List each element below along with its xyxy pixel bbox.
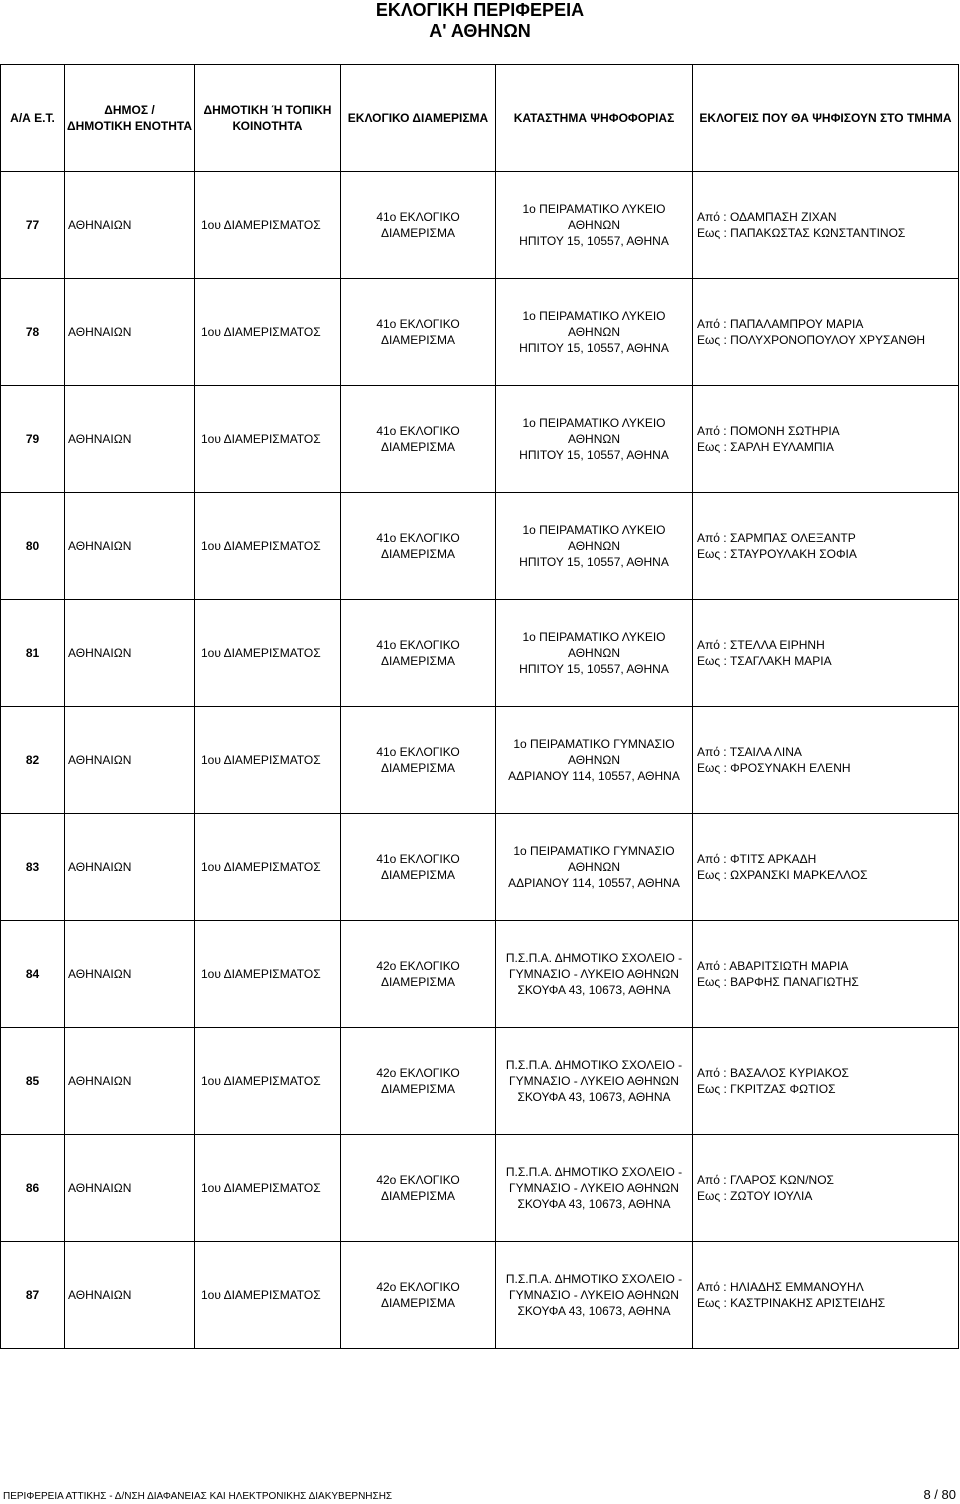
col-header-ekloges bbox=[693, 65, 959, 172]
katastima-line: ΓΥΜΝΑΣΙΟ - ΛΥΚΕΙΟ ΑΘΗΝΩΝ bbox=[509, 967, 679, 981]
voters-to: Εως : ΤΣΑΓΛΑΚΗ ΜΑΡΙΑ bbox=[697, 654, 832, 668]
voters-from: Από : ΦΤΙΤΣ ΑΡΚΑΔΗ bbox=[697, 852, 817, 866]
footer-page-number: 8 / 80 bbox=[923, 1487, 956, 1502]
cell-dimos: ΑΘΗΝΑΙΩΝ bbox=[65, 707, 195, 814]
cell-dimos: ΑΘΗΝΑΙΩΝ bbox=[65, 1135, 195, 1242]
cell-katastima bbox=[496, 1135, 693, 1242]
table-row bbox=[1, 600, 959, 707]
cell-ae: 81 bbox=[1, 600, 65, 707]
voters-to: Εως : ΚΑΣΤΡΙΝΑΚΗΣ ΑΡΙΣΤΕΙΔΗΣ bbox=[697, 1296, 886, 1310]
cell-dimos: ΑΘΗΝΑΙΩΝ bbox=[65, 172, 195, 279]
header-text: Α/Α Ε.Τ. bbox=[10, 111, 55, 125]
cell-diamerisma bbox=[341, 707, 496, 814]
header-text: ΚΟΙΝΟΤΗΤΑ bbox=[232, 119, 303, 133]
katastima-line: ΑΘΗΝΩΝ bbox=[567, 325, 621, 339]
voters-to: Εως : ΣΑΡΛΗ ΕΥΛΑΜΠΙΑ bbox=[697, 440, 834, 454]
diamerisma-line: 42ο ΕΚΛΟΓΙΚΟ bbox=[376, 1173, 460, 1187]
diamerisma-line: 41ο ΕΚΛΟΓΙΚΟ bbox=[376, 852, 460, 866]
table-row bbox=[1, 493, 959, 600]
cell-koinotita: 1ου ΔΙΑΜΕΡΙΣΜΑΤΟΣ bbox=[195, 1135, 341, 1242]
katastima-line: 1ο ΠΕΙΡΑΜΑΤΙΚΟ ΓΥΜΝΑΣΙΟ bbox=[513, 737, 675, 751]
katastima-line: ΣΚΟΥΦΑ 43, 10673, ΑΘΗΝΑ bbox=[517, 1090, 671, 1104]
cell-ekloges bbox=[693, 1135, 959, 1242]
table-row bbox=[1, 814, 959, 921]
voters-from: Από : ΗΛΙΑΔΗΣ ΕΜΜΑΝΟΥΗΛ bbox=[697, 1280, 864, 1294]
cell-koinotita: 1ου ΔΙΑΜΕΡΙΣΜΑΤΟΣ bbox=[195, 814, 341, 921]
cell-ekloges bbox=[693, 921, 959, 1028]
cell-dimos: ΑΘΗΝΑΙΩΝ bbox=[65, 1242, 195, 1349]
table-row bbox=[1, 1028, 959, 1135]
col-header-koinotita bbox=[195, 65, 341, 172]
cell-koinotita: 1ου ΔΙΑΜΕΡΙΣΜΑΤΟΣ bbox=[195, 493, 341, 600]
diamerisma-line: ΔΙΑΜΕΡΙΣΜΑ bbox=[380, 440, 456, 454]
cell-koinotita: 1ου ΔΙΑΜΕΡΙΣΜΑΤΟΣ bbox=[195, 600, 341, 707]
cell-ae: 83 bbox=[1, 814, 65, 921]
voters-from: Από : ΟΔΑΜΠΑΣΗ ΖΙΧΑΝ bbox=[697, 210, 837, 224]
katastima-line: 1ο ΠΕΙΡΑΜΑΤΙΚΟ ΓΥΜΝΑΣΙΟ bbox=[513, 844, 675, 858]
header-text: ΚΑΤΑΣΤΗΜΑ ΨΗΦΟΦΟΡΙΑΣ bbox=[513, 111, 675, 125]
diamerisma-line: ΔΙΑΜΕΡΙΣΜΑ bbox=[380, 868, 456, 882]
cell-ekloges bbox=[693, 386, 959, 493]
cell-katastima bbox=[496, 279, 693, 386]
cell-diamerisma bbox=[341, 1135, 496, 1242]
cell-ae: 84 bbox=[1, 921, 65, 1028]
katastima-line: ΑΘΗΝΩΝ bbox=[567, 646, 621, 660]
diamerisma-line: ΔΙΑΜΕΡΙΣΜΑ bbox=[380, 761, 456, 775]
cell-koinotita: 1ου ΔΙΑΜΕΡΙΣΜΑΤΟΣ bbox=[195, 707, 341, 814]
diamerisma-line: ΔΙΑΜΕΡΙΣΜΑ bbox=[380, 1189, 456, 1203]
col-header-dimos bbox=[65, 65, 195, 172]
cell-koinotita: 1ου ΔΙΑΜΕΡΙΣΜΑΤΟΣ bbox=[195, 386, 341, 493]
voters-to: Εως : ΠΑΠΑΚΩΣΤΑΣ ΚΩΝΣΤΑΝΤΙΝΟΣ bbox=[697, 226, 906, 240]
voters-to: Εως : ΣΤΑΥΡΟΥΛΑΚΗ ΣΟΦΙΑ bbox=[697, 547, 857, 561]
header-text: ΔΗΜΟΤΙΚΗ ΕΝΟΤΗΤΑ bbox=[66, 119, 193, 133]
cell-katastima bbox=[496, 600, 693, 707]
cell-diamerisma bbox=[341, 172, 496, 279]
page-title-line-1: ΕΚΛΟΓΙΚΗ ΠΕΡΙΦΕΡΕΙΑ bbox=[375, 0, 585, 20]
cell-katastima bbox=[496, 707, 693, 814]
voters-from: Από : ΒΑΣΑΛΟΣ ΚΥΡΙΑΚΟΣ bbox=[697, 1066, 849, 1080]
diamerisma-line: 41ο ΕΚΛΟΓΙΚΟ bbox=[376, 638, 460, 652]
katastima-line: ΓΥΜΝΑΣΙΟ - ΛΥΚΕΙΟ ΑΘΗΝΩΝ bbox=[509, 1181, 679, 1195]
voters-to: Εως : ΩΧΡΑΝΣΚΙ ΜΑΡΚΕΛΛΟΣ bbox=[697, 868, 868, 882]
table-row bbox=[1, 707, 959, 814]
diamerisma-line: 42ο ΕΚΛΟΓΙΚΟ bbox=[376, 1066, 460, 1080]
table-row bbox=[1, 386, 959, 493]
diamerisma-line: 41ο ΕΚΛΟΓΙΚΟ bbox=[376, 210, 460, 224]
table-row bbox=[1, 172, 959, 279]
col-header-katastima bbox=[496, 65, 693, 172]
diamerisma-line: ΔΙΑΜΕΡΙΣΜΑ bbox=[380, 654, 456, 668]
table-body bbox=[1, 172, 959, 1349]
cell-dimos: ΑΘΗΝΑΙΩΝ bbox=[65, 814, 195, 921]
cell-ekloges bbox=[693, 814, 959, 921]
katastima-line: ΗΠΙΤΟΥ 15, 10557, ΑΘΗΝΑ bbox=[519, 341, 669, 355]
katastima-line: ΓΥΜΝΑΣΙΟ - ΛΥΚΕΙΟ ΑΘΗΝΩΝ bbox=[509, 1288, 679, 1302]
katastima-line: ΗΠΙΤΟΥ 15, 10557, ΑΘΗΝΑ bbox=[519, 448, 669, 462]
cell-ekloges bbox=[693, 707, 959, 814]
voters-to: Εως : ΦΡΟΣΥΝΑΚΗ ΕΛΕΝΗ bbox=[697, 761, 851, 775]
cell-diamerisma bbox=[341, 493, 496, 600]
page-title bbox=[0, 0, 960, 42]
cell-katastima bbox=[496, 386, 693, 493]
voters-from: Από : ΤΣΑΙΛΑ ΛΙΝΑ bbox=[697, 745, 802, 759]
katastima-line: ΑΘΗΝΩΝ bbox=[567, 860, 621, 874]
diamerisma-line: ΔΙΑΜΕΡΙΣΜΑ bbox=[380, 333, 456, 347]
diamerisma-line: 41ο ΕΚΛΟΓΙΚΟ bbox=[376, 317, 460, 331]
voters-to: Εως : ΒΑΡΦΗΣ ΠΑΝΑΓΙΩΤΗΣ bbox=[697, 975, 859, 989]
col-header-ae bbox=[1, 65, 65, 172]
header-text: ΕΚΛΟΓΕΙΣ ΠΟΥ ΘΑ ΨΗΦΙΣΟΥΝ ΣΤΟ ΤΜΗΜΑ bbox=[699, 111, 952, 125]
cell-dimos: ΑΘΗΝΑΙΩΝ bbox=[65, 600, 195, 707]
diamerisma-line: 42ο ΕΚΛΟΓΙΚΟ bbox=[376, 1280, 460, 1294]
table-row bbox=[1, 921, 959, 1028]
katastima-line: ΑΘΗΝΩΝ bbox=[567, 753, 621, 767]
voters-from: Από : ΣΤΕΛΛΑ ΕΙΡΗΝΗ bbox=[697, 638, 825, 652]
katastima-line: 1ο ΠΕΙΡΑΜΑΤΙΚΟ ΛΥΚΕΙΟ bbox=[522, 202, 666, 216]
cell-diamerisma bbox=[341, 279, 496, 386]
katastima-line: ΗΠΙΤΟΥ 15, 10557, ΑΘΗΝΑ bbox=[519, 662, 669, 676]
header-text: ΕΚΛΟΓΙΚΟ ΔΙΑΜΕΡΙΣΜΑ bbox=[347, 111, 489, 125]
katastima-line: ΣΚΟΥΦΑ 43, 10673, ΑΘΗΝΑ bbox=[517, 1304, 671, 1318]
cell-katastima bbox=[496, 921, 693, 1028]
table-header bbox=[1, 65, 959, 172]
katastima-line: ΑΔΡΙΑΝΟΥ 114, 10557, ΑΘΗΝΑ bbox=[508, 769, 680, 783]
cell-ekloges bbox=[693, 1242, 959, 1349]
header-text: ΔΗΜΟΤΙΚΗ Ή ΤΟΠΙΚΗ bbox=[203, 103, 332, 117]
table-row bbox=[1, 279, 959, 386]
diamerisma-line: ΔΙΑΜΕΡΙΣΜΑ bbox=[380, 547, 456, 561]
cell-katastima bbox=[496, 172, 693, 279]
katastima-line: 1ο ΠΕΙΡΑΜΑΤΙΚΟ ΛΥΚΕΙΟ bbox=[522, 523, 666, 537]
cell-koinotita: 1ου ΔΙΑΜΕΡΙΣΜΑΤΟΣ bbox=[195, 1242, 341, 1349]
cell-diamerisma bbox=[341, 600, 496, 707]
cell-katastima bbox=[496, 1242, 693, 1349]
katastima-line: ΑΘΗΝΩΝ bbox=[567, 539, 621, 553]
page-title-line-2: Α' ΑΘΗΝΩΝ bbox=[429, 21, 531, 41]
diamerisma-line: ΔΙΑΜΕΡΙΣΜΑ bbox=[380, 1082, 456, 1096]
cell-ekloges bbox=[693, 1028, 959, 1135]
cell-ae: 87 bbox=[1, 1242, 65, 1349]
cell-dimos: ΑΘΗΝΑΙΩΝ bbox=[65, 279, 195, 386]
diamerisma-line: 41ο ΕΚΛΟΓΙΚΟ bbox=[376, 745, 460, 759]
cell-koinotita: 1ου ΔΙΑΜΕΡΙΣΜΑΤΟΣ bbox=[195, 172, 341, 279]
cell-dimos: ΑΘΗΝΑΙΩΝ bbox=[65, 386, 195, 493]
voters-from: Από : ΣΑΡΜΠΑΣ ΟΛΕΞΑΝΤΡ bbox=[697, 531, 856, 545]
diamerisma-line: 41ο ΕΚΛΟΓΙΚΟ bbox=[376, 531, 460, 545]
katastima-line: ΑΘΗΝΩΝ bbox=[567, 432, 621, 446]
cell-katastima bbox=[496, 814, 693, 921]
voters-to: Εως : ΖΩΤΟΥ ΙΟΥΛΙΑ bbox=[697, 1189, 813, 1203]
katastima-line: ΣΚΟΥΦΑ 43, 10673, ΑΘΗΝΑ bbox=[517, 983, 671, 997]
voters-to: Εως : ΓΚΡΙΤΖΑΣ ΦΩΤΙΟΣ bbox=[697, 1082, 836, 1096]
cell-dimos: ΑΘΗΝΑΙΩΝ bbox=[65, 921, 195, 1028]
voters-to: Εως : ΠΟΛΥΧΡΟΝΟΠΟΥΛΟΥ ΧΡΥΣΑΝΘΗ bbox=[697, 333, 926, 347]
diamerisma-line: ΔΙΑΜΕΡΙΣΜΑ bbox=[380, 1296, 456, 1310]
diamerisma-line: ΔΙΑΜΕΡΙΣΜΑ bbox=[380, 975, 456, 989]
cell-diamerisma bbox=[341, 921, 496, 1028]
katastima-line: ΗΠΙΤΟΥ 15, 10557, ΑΘΗΝΑ bbox=[519, 234, 669, 248]
katastima-line: ΣΚΟΥΦΑ 43, 10673, ΑΘΗΝΑ bbox=[517, 1197, 671, 1211]
cell-ae: 86 bbox=[1, 1135, 65, 1242]
cell-ekloges bbox=[693, 600, 959, 707]
cell-katastima bbox=[496, 1028, 693, 1135]
katastima-line: Π.Σ.Π.Α. ΔΗΜΟΤΙΚΟ ΣΧΟΛΕΙΟ - bbox=[505, 1165, 683, 1179]
katastima-line: Π.Σ.Π.Α. ΔΗΜΟΤΙΚΟ ΣΧΟΛΕΙΟ - bbox=[505, 951, 683, 965]
diamerisma-line: 41ο ΕΚΛΟΓΙΚΟ bbox=[376, 424, 460, 438]
voters-from: Από : ΠΟΜΟΝΗ ΣΩΤΗΡΙΑ bbox=[697, 424, 840, 438]
polling-stations-table bbox=[0, 64, 959, 1349]
katastima-line: Π.Σ.Π.Α. ΔΗΜΟΤΙΚΟ ΣΧΟΛΕΙΟ - bbox=[505, 1272, 683, 1286]
cell-ae: 78 bbox=[1, 279, 65, 386]
katastima-line: 1ο ΠΕΙΡΑΜΑΤΙΚΟ ΛΥΚΕΙΟ bbox=[522, 416, 666, 430]
katastima-line: 1ο ΠΕΙΡΑΜΑΤΙΚΟ ΛΥΚΕΙΟ bbox=[522, 309, 666, 323]
cell-diamerisma bbox=[341, 814, 496, 921]
header-text: ΔΗΜΟΣ / bbox=[104, 103, 155, 117]
cell-koinotita: 1ου ΔΙΑΜΕΡΙΣΜΑΤΟΣ bbox=[195, 921, 341, 1028]
table-row bbox=[1, 1135, 959, 1242]
cell-diamerisma bbox=[341, 1028, 496, 1135]
table-row bbox=[1, 1242, 959, 1349]
cell-diamerisma bbox=[341, 1242, 496, 1349]
col-header-diamerisma bbox=[341, 65, 496, 172]
katastima-line: ΑΘΗΝΩΝ bbox=[567, 218, 621, 232]
cell-katastima bbox=[496, 493, 693, 600]
cell-ae: 79 bbox=[1, 386, 65, 493]
cell-ae: 85 bbox=[1, 1028, 65, 1135]
cell-koinotita: 1ου ΔΙΑΜΕΡΙΣΜΑΤΟΣ bbox=[195, 279, 341, 386]
diamerisma-line: ΔΙΑΜΕΡΙΣΜΑ bbox=[380, 226, 456, 240]
diamerisma-line: 42ο ΕΚΛΟΓΙΚΟ bbox=[376, 959, 460, 973]
katastima-line: Π.Σ.Π.Α. ΔΗΜΟΤΙΚΟ ΣΧΟΛΕΙΟ - bbox=[505, 1058, 683, 1072]
cell-ekloges bbox=[693, 279, 959, 386]
katastima-line: ΓΥΜΝΑΣΙΟ - ΛΥΚΕΙΟ ΑΘΗΝΩΝ bbox=[509, 1074, 679, 1088]
cell-ae: 77 bbox=[1, 172, 65, 279]
cell-ae: 82 bbox=[1, 707, 65, 814]
cell-ae: 80 bbox=[1, 493, 65, 600]
cell-koinotita: 1ου ΔΙΑΜΕΡΙΣΜΑΤΟΣ bbox=[195, 1028, 341, 1135]
cell-dimos: ΑΘΗΝΑΙΩΝ bbox=[65, 1028, 195, 1135]
katastima-line: ΗΠΙΤΟΥ 15, 10557, ΑΘΗΝΑ bbox=[519, 555, 669, 569]
footer-department: ΠΕΡΙΦΕΡΕΙΑ ΑΤΤΙΚΗΣ - Δ/ΝΣΗ ΔΙΑΦΑΝΕΙΑΣ ΚΑΙ ΗΛΕΚΤΡΟΝΙΚΗΣ ΔΙΑΚΥΒΕΡΝΗΣΗΣ bbox=[3, 1491, 393, 1502]
cell-dimos: ΑΘΗΝΑΙΩΝ bbox=[65, 493, 195, 600]
voters-from: Από : ΓΛΑΡΟΣ ΚΩΝ/ΝΟΣ bbox=[697, 1173, 834, 1187]
cell-ekloges bbox=[693, 172, 959, 279]
cell-ekloges bbox=[693, 493, 959, 600]
voters-from: Από : ΠΑΠΑΛΑΜΠΡΟΥ ΜΑΡΙΑ bbox=[697, 317, 864, 331]
cell-diamerisma bbox=[341, 386, 496, 493]
voters-from: Από : ΑΒΑΡΙΤΣΙΩΤΗ ΜΑΡΙΑ bbox=[697, 959, 849, 973]
katastima-line: 1ο ΠΕΙΡΑΜΑΤΙΚΟ ΛΥΚΕΙΟ bbox=[522, 630, 666, 644]
table-header-row bbox=[1, 65, 959, 172]
katastima-line: ΑΔΡΙΑΝΟΥ 114, 10557, ΑΘΗΝΑ bbox=[508, 876, 680, 890]
